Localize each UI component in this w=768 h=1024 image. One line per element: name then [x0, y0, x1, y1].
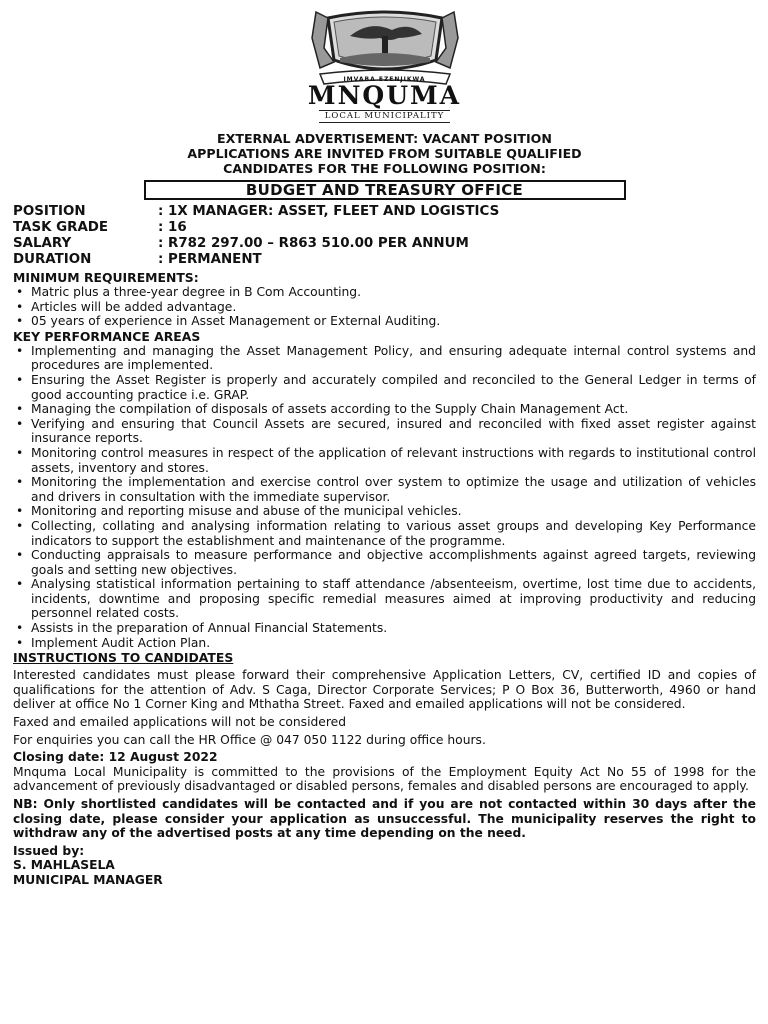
position-details [13, 204, 756, 268]
salary-row [13, 236, 756, 252]
department-banner: BUDGET AND TREASURY OFFICE [144, 180, 626, 200]
list-item: • Assists in the preparation of Annual Financial Statements. [13, 621, 756, 636]
kpa-heading: KEY PERFORMANCE AREAS [13, 328, 201, 344]
header-line-1: EXTERNAL ADVERTISEMENT: VACANT POSITION [217, 131, 552, 146]
instructions-paragraph: Interested candidates must please forward their comprehensive Application Letters, CV, certified ID and copies of qualifications for the attention of Adv. S Caga, Director Corporate Services; P O Box 36, Butterworth, 4960 or hand deliver at office No 1 Corner King and Mthatha Street. Faxed and emailed applications will not be considered. [13, 668, 756, 712]
header-line-3: CANDIDATES FOR THE FOLLOWING POSITION: [223, 161, 546, 176]
salary-value: : R782 297.00 – R863 510.00 PER ANNUM [158, 236, 469, 251]
position-value: : 1X MANAGER: ASSET, FLEET AND LOGISTICS [158, 204, 500, 219]
signatory-title: MUNICIPAL MANAGER [13, 872, 163, 887]
equity-statement: Mnquma Local Municipality is committed to the provisions of the Employment Equity Act No 55 of 1998 for the advancement of previously disadvantaged or disabled persons, females and disabled persons are encouraged to apply. [13, 764, 756, 794]
list-item: • Articles will be added advantage. [13, 300, 756, 315]
list-item: • Implementing and managing the Asset Management Policy, and ensuring adequate internal control systems and procedures are implemented. [13, 344, 756, 373]
duration-value: : PERMANENT [158, 252, 262, 267]
list-item: • Implement Audit Action Plan. [13, 636, 756, 651]
list-item: • Monitoring the implementation and exercise control over system to optimize the usage and utilization of vehicles and drivers in consultation with the immediate supervisor. [13, 475, 756, 504]
kpa-list [13, 344, 756, 650]
min-requirements-heading: MINIMUM REQUIREMENTS: [13, 270, 199, 285]
header-block [13, 131, 756, 200]
logo-subtitle: LOCAL MUNICIPALITY [319, 110, 451, 123]
enquiries-note: For enquiries you can call the HR Office @ 047 050 1122 during office hours. [13, 732, 486, 747]
signoff [13, 844, 756, 888]
task-grade-label: TASK GRADE [13, 220, 109, 235]
list-item: • Analysing statistical information pertaining to staff attendance /absenteeism, overtime, lost time due to accidents, incidents, downtime and proposing specific remedial measures aimed at improving productivity and reducing personnel related costs. [13, 577, 756, 621]
list-item: • Collecting, collating and analysing information relating to various asset groups and developing Key Performance indicators to support the establishment and maintenance of the programme. [13, 519, 756, 548]
duration-row [13, 252, 756, 268]
list-item: • Verifying and ensuring that Council Assets are secured, insured and reconciled with fixed asset register against insurance reports. [13, 417, 756, 446]
list-item: • Monitoring control measures in respect of the application of relevant instructions with regards to institutional control assets, inventory and stores. [13, 446, 756, 475]
logo-motto: IMVABA EZENJIKWA [343, 76, 426, 83]
list-item: • Conducting appraisals to measure performance and objective accomplishments against agreed targets, reviewing goals and setting new objectives. [13, 548, 756, 577]
faxed-note: Faxed and emailed applications will not be considered [13, 715, 347, 730]
list-item: • Ensuring the Asset Register is properly and accurately compiled and reconciled to the General Ledger in terms of good accounting practice i.e. GRAP. [13, 373, 756, 402]
task-grade-value: : 16 [158, 220, 187, 235]
position-label: POSITION [13, 204, 86, 219]
list-item: • Matric plus a three-year degree in B Com Accounting. [13, 285, 756, 300]
list-item: • Managing the compilation of disposals of assets according to the Supply Chain Management Act. [13, 402, 756, 417]
salary-label: SALARY [13, 236, 72, 251]
logo-name: MNQUMA [307, 81, 462, 110]
closing-date: Closing date: 12 August 2022 [13, 750, 218, 765]
task-grade-row [13, 220, 756, 236]
nb-statement: NB: Only shortlisted candidates will be contacted and if you are not contacted within 30 days after the closing date, please consider your application as unsuccessful. The municipality reserves the right to withdraw any of the advertised posts at any time depending on the need. [13, 797, 756, 841]
duration-label: DURATION [13, 252, 92, 267]
instructions-heading: INSTRUCTIONS TO CANDIDATES [13, 650, 234, 666]
position-row [13, 204, 756, 220]
issued-by-label: Issued by: [13, 843, 85, 858]
municipality-logo [290, 8, 480, 123]
min-requirements-list [13, 285, 756, 329]
header-line-2: APPLICATIONS ARE INVITED FROM SUITABLE QUALIFIED [187, 146, 582, 161]
signatory-name: S. MAHLASELA [13, 858, 115, 873]
list-item: • Monitoring and reporting misuse and abuse of the municipal vehicles. [13, 504, 756, 519]
list-item: • 05 years of experience in Asset Management or External Auditing. [13, 314, 756, 329]
